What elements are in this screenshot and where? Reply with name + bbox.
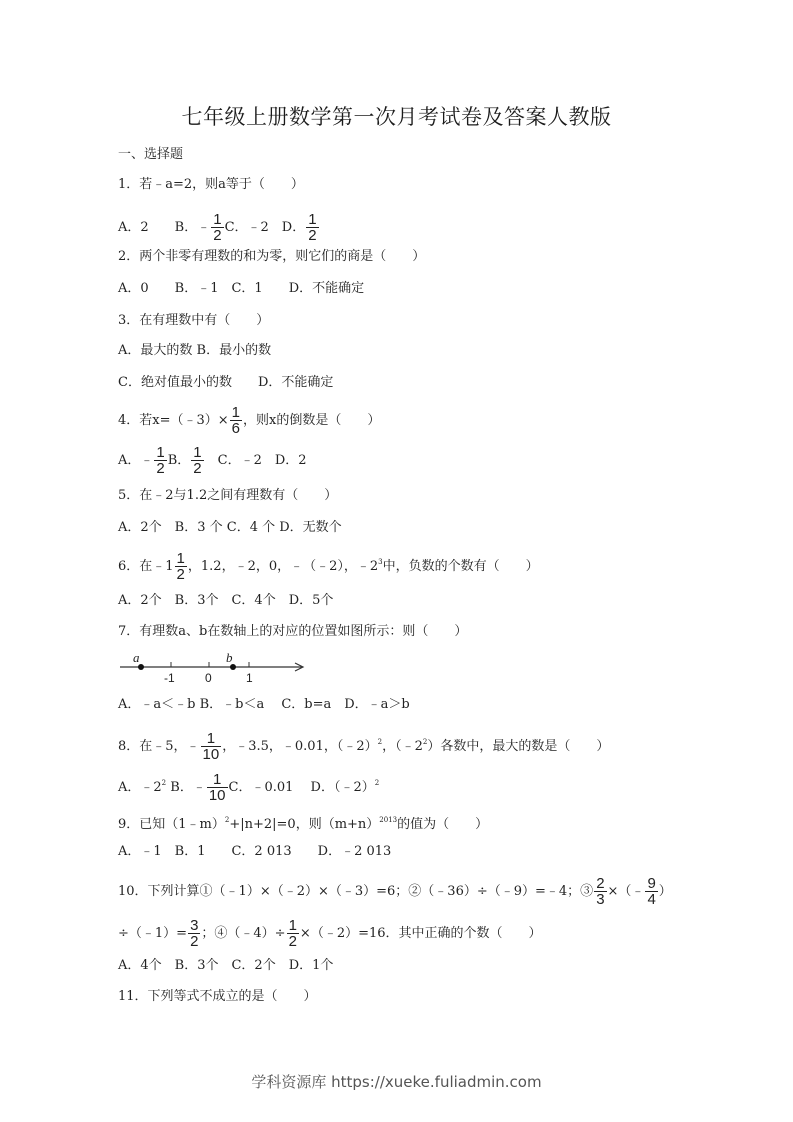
question-7-stem: 7．有理数a、b在数轴上的对应的位置如图所示：则（ ）	[118, 624, 468, 639]
question-1-stem: 1．若﹣a=2，则a等于（ ）	[118, 177, 304, 192]
question-8-stem: 8．在﹣5，﹣ $\frac{1}{10}$ ，﹣3.5，﹣0.01，（﹣2）$^2$，$(﹣2^2)$各数中，最大的数是（ ）	[118, 730, 610, 763]
question-2-stem: 2．两个非零有理数的和为零，则它们的商是（ ）	[118, 249, 426, 264]
fraction: $\frac{1}{10}$	[202, 730, 220, 763]
page-title: 七年级上册数学第一次月考试卷及答案人教版	[181, 105, 612, 129]
question-3-stem: 3．在有理数中有（ ）	[118, 313, 270, 328]
question-9-options: A．﹣1 B．1 C．2 013 D．﹣2 013	[118, 844, 392, 859]
section-heading: 一、选择题	[118, 147, 184, 162]
fraction: $\frac{1}{10}$	[208, 771, 226, 804]
fraction: $\frac{9}{4}$	[647, 875, 656, 908]
option-c: C．﹣2 D．	[224, 220, 306, 235]
fraction: $\frac{1}{2}$	[176, 550, 185, 583]
question-10-stem-line1: 10．下列计算①（﹣1）×（﹣2）×（﹣3）=6；②（﹣36）÷（﹣9）=﹣4；③ $\frac{2}{3}$ ×（﹣ $\frac{9}{4}$ ）	[118, 875, 672, 908]
question-4-stem: 4．若x=（﹣3）× $\frac{1}{6}$ ，则x的倒数是（ ）	[118, 404, 381, 437]
label-b: b	[226, 650, 233, 665]
question-11-stem: 11．下列等式不成立的是（ ）	[118, 989, 317, 1004]
question-4-options: A．﹣ $\frac{1}{2}$ B． $\frac{1}{2}$ C．﹣2 D．2	[118, 444, 307, 477]
question-6-stem: 6．在﹣1 $\frac{1}{2}$ ，1.2，﹣2，0，﹣（﹣2），$﹣2^3$中，负数的个数有（ ）	[118, 550, 539, 583]
fraction: $\frac{1}{2}$	[156, 444, 165, 477]
question-10-options: A．4个 B．3个 C．2个 D．1个	[118, 958, 334, 973]
fraction: $\frac{1}{6}$	[231, 404, 241, 437]
question-5-stem: 5．在﹣2与1.2之间有理数有（ ）	[118, 488, 338, 503]
label-a: a	[133, 650, 140, 665]
number-line-svg	[118, 650, 313, 686]
question-8-options: A．$﹣2^2$ B．﹣ $\frac{1}{10}$ C．﹣0.01 D．（﹣2）$^2$	[118, 771, 380, 804]
option-a: A．2 B．	[118, 220, 198, 235]
fraction: $\frac{1}{2}$	[308, 211, 317, 244]
question-10-stem-line2: ÷（﹣1）= $\frac{3}{2}$ ；④（﹣4）÷ $\frac{1}{2}$ ×（﹣2）=16．其中正确的个数（ ）	[118, 917, 542, 950]
tick-label-1: 1	[246, 671, 253, 685]
question-5-options: A．2个 B．3 个 C．4 个 D．无数个	[118, 520, 342, 535]
question-3-options-line1: A．最大的数 B．最小的数	[118, 343, 272, 358]
question-7-options: A．﹣a＜﹣b B．﹣b＜a C．b=a D．﹣a＞b	[118, 697, 410, 712]
fraction: $\frac{3}{2}$	[190, 917, 199, 950]
tick-label-neg1: -1	[164, 671, 175, 685]
number-line-figure	[118, 650, 313, 686]
fraction: $\frac{1}{2}$	[213, 211, 222, 244]
option-b-sign: ﹣	[197, 220, 211, 235]
fraction: $\frac{2}{3}$	[596, 875, 605, 908]
fraction: $\frac{1}{2}$	[288, 917, 297, 950]
footer-watermark: 学科资源库 https://xueke.fuliadmin.com	[251, 1073, 542, 1091]
question-9-stem: 9．已知（1﹣m）$^2$+|n+2|=0，则$(m+n)^{2013}$的值为（ ）	[118, 816, 489, 832]
question-1-options	[118, 212, 320, 243]
question-3-options-line2: C．绝对值最小的数 D．不能确定	[118, 375, 334, 390]
fraction: $\frac{1}{2}$	[193, 444, 202, 477]
question-6-options: A．2个 B．3个 C．4个 D．5个	[118, 593, 334, 608]
tick-label-0: 0	[205, 671, 212, 685]
question-2-options: A．0 B．﹣1 C．1 D．不能确定	[118, 281, 365, 296]
